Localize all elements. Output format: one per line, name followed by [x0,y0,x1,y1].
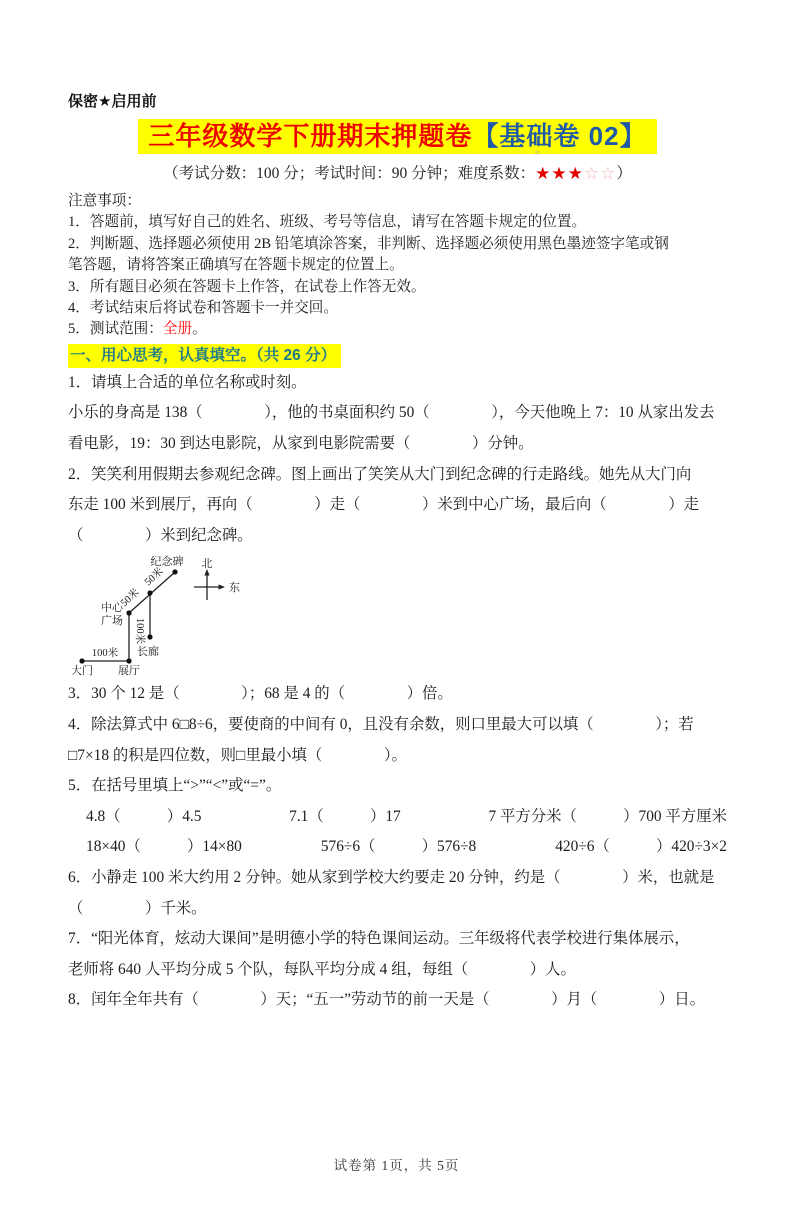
question-2-line-1: 2．笑笑利用假期去参观纪念碑。图上画出了笑笑从大门到纪念碑的行走路线。她先从大门向 [68,465,692,483]
question-6-line-1: 6．小静走 100 米大约用 2 分钟。她从家到学校大约要走 20 分钟，约是（ ）米，也就是 [68,868,715,886]
monument-node [172,570,177,575]
distance-gate-hall-label: 100米 [91,648,119,660]
hall-node [126,659,131,664]
question-1 [68,368,727,460]
compass-east-label: 东 [229,582,240,595]
question-7-line-2: 老师将 640 人平均分成 5 个队，每队平均分成 4 组，每组（ ）人。 [68,960,576,978]
exam-title-volume: 【基础卷 02】 [472,121,647,151]
exam-meta-line [68,163,727,185]
notice-item-1: 1．答题前，填写好自己的姓名、班级、考号等信息，请写在答题卡规定的位置。 [68,214,587,231]
question-2 [68,460,727,552]
q5-compare-item: 420÷6（ ）420÷3×2 [555,838,727,856]
section-1-heading: 一、用心思考，认真填空。（共 26 分） [68,344,341,368]
plaza-label-line1: 中心 [101,602,123,615]
question-7 [68,924,727,985]
notice-heading: 注意事项： [68,193,141,209]
question-7-line-1: 7．“阳光体育，炫动大课间”是明德小学的特色课间运动。三年级将代表学校进行集体展示， [68,930,690,948]
notice-item-4: 4．考试结束后将试卷和答题卡一并交回。 [68,300,338,317]
hall-label: 展厅 [118,665,140,678]
plaza-node [126,611,131,616]
distance-hall-plaza-label: 100米 [134,618,145,645]
question-4 [68,710,727,771]
notice-item-5-scope: 全册 [162,321,193,338]
q5-compare-item: 7 平方分米（ ）700 平方厘米 [488,807,727,825]
q5-compare-item: 4.8（ ）4.5 [86,807,202,825]
question-5-row-2 [68,832,727,863]
notice-item-3: 3．所有题目必须在答题卡上作答，在试卷上作答无效。 [68,278,426,295]
question-3 [68,679,727,710]
question-1-line-2: 小乐的身高是 138（ ），他的书桌面积约 50（ ），今天他晚上 7：10 从家出发去 [68,404,715,422]
route-map-diagram [68,555,727,677]
notice-item-2-line1: 2．判断题、选择题必须使用 2B 铅笔填涂答案，非判断、选择题必须使用黑色墨迹签字笔或钢 [68,235,669,252]
exam-paper-page [0,92,793,1214]
difficulty-stars-filled-icon: ★★★ [535,164,584,183]
monument-label: 纪念碑 [150,556,184,569]
question-2-line-3: （ ）米到纪念碑。 [68,526,253,544]
section-1-heading-row [68,344,727,368]
question-1-line-3: 看电影，19：30 到达电影院，从家到电影院需要（ ）分钟。 [68,435,534,453]
security-notice: 保密★启用前 [68,93,157,110]
distance-mid-monument-label: 50米 [142,566,166,589]
notice-item-2-line2: 笔答题，请将答案正确填写在答题卡规定的位置上。 [68,257,404,274]
exam-title-highlight [138,119,656,154]
gate-label: 大门 [71,665,93,678]
notice-section [68,191,727,341]
question-5-heading: 5．在括号里填上“>”“<”或“=”。 [68,777,282,795]
question-2-line-2: 东走 100 米到展厅，再向（ ）走（ ）米到中心广场，最后向（ ）走 [68,496,700,514]
difficulty-stars-empty-icon: ☆☆ [583,164,617,183]
q5-compare-item: 7.1（ ）17 [289,807,401,825]
question-5 [68,771,727,863]
compass-icon [194,557,240,600]
q5-compare-item: 18×40（ ）14×80 [86,838,242,856]
question-4-line-2: □7×18 的积是四位数，则□里最小填（ ）。 [68,746,407,764]
exam-meta-close: ） [616,165,632,182]
mid-node [147,591,152,596]
notice-item-5-prefix: 5．测试范围： [68,321,163,338]
question-8-line-1: 8．闰年全年共有（ ）天；“五一”劳动节的前一天是（ ）月（ ）日。 [68,991,705,1009]
notice-item-5 [68,319,727,340]
plaza-label-line2: 广场 [101,615,123,628]
q5-compare-item: 576÷6（ ）576÷8 [320,838,477,856]
scan-artifact-dot [535,150,540,155]
question-4-line-1: 4．除法算式中 6□8÷6，要使商的中间有 0，且没有余数，则口里最大可以填（ ）；若 [68,716,694,733]
exam-title-main: 三年级数学下册期末押题卷 [148,121,473,151]
route-map-svg [68,555,428,677]
distance-plaza-mid-label: 50米 [118,587,142,610]
question-6 [68,863,727,924]
exam-title-row [68,119,727,154]
corridor-node [147,635,152,640]
question-3-line-1: 3．30 个 12 是（ ）；68 是 4 的（ ）倍。 [68,685,453,703]
question-1-line-1: 1．请填上合适的单位名称或时刻。 [68,373,307,391]
compass-north-label: 北 [201,558,213,571]
question-5-row-1 [68,802,727,833]
question-8 [68,985,727,1016]
corridor-label: 长廊 [137,646,159,659]
question-6-line-2: （ ）千米。 [68,899,207,917]
notice-item-5-suffix: 。 [192,321,207,338]
gate-node [79,659,84,664]
exam-meta-text: （考试分数：100 分；考试时间：90 分钟；难度系数： [163,165,536,182]
page-number-footer: 试卷第 1页，共 5页 [333,1158,460,1173]
